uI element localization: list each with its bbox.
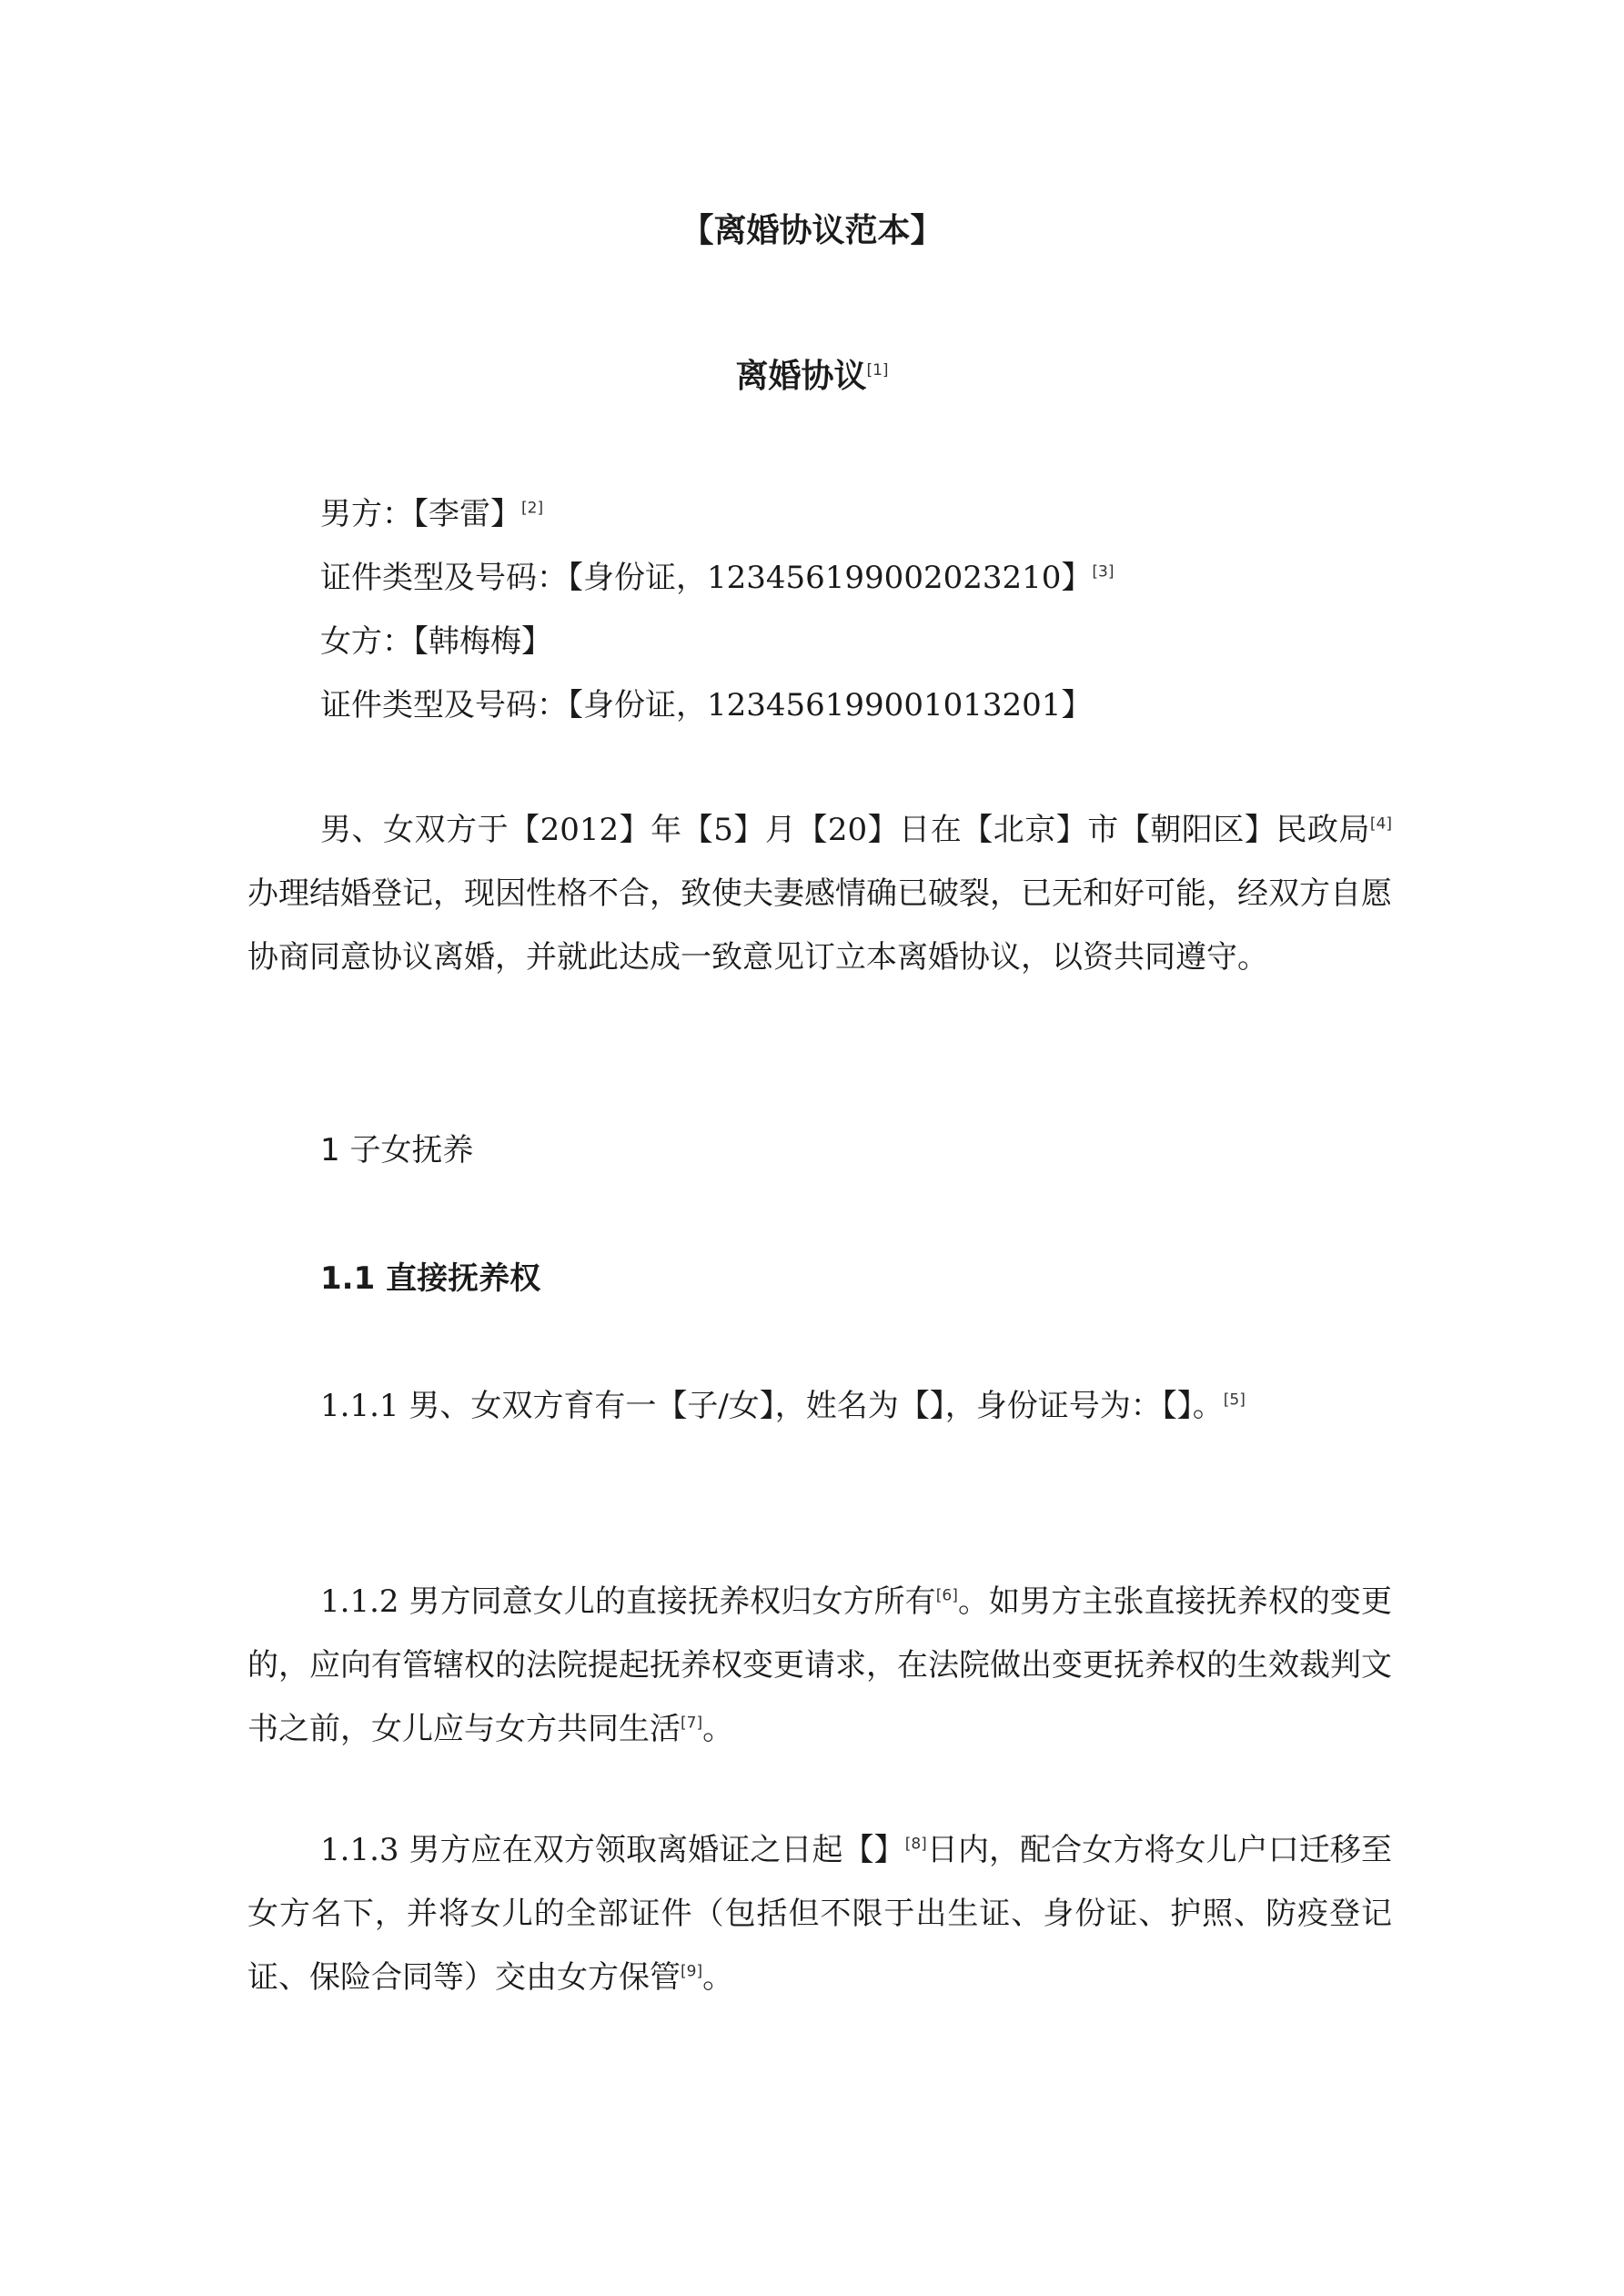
clause-1-1-3-part2: 日内，配合女方将女儿户口迁移至女方名下，并将女儿的全部证件（包括但不限于出生证、身份证、护照、防疫登记证、保险合同等）交由女方保管: [247, 1832, 1392, 1996]
clause-1-1-3-part1: 1.1.3 男方应在双方领取离婚证之日起【】: [320, 1832, 905, 1868]
clause-1-1-2: [247, 1570, 1392, 1761]
male-label: 男方：: [320, 496, 413, 532]
male-party-line: [320, 482, 1412, 546]
footnote-ref-5[interactable]: [5]: [1223, 1391, 1246, 1410]
female-id-value: 【身份证，123456199001013201】: [568, 687, 1093, 723]
footnote-ref-3[interactable]: [3]: [1092, 562, 1115, 582]
male-id-line: [320, 546, 1412, 610]
clause-1-1-1: [247, 1374, 1392, 1438]
clause-1-1-3-part3: 。: [702, 1959, 734, 1996]
clause-1-1-3: [247, 1818, 1392, 2009]
female-id-label: 证件类型及号码：: [320, 687, 568, 723]
clause-1-1-2-part3: 。: [702, 1711, 734, 1747]
footnote-ref-4[interactable]: [4]: [1369, 814, 1392, 834]
main-title: 【离婚协议范本】: [681, 212, 943, 249]
intro-text-part1: 男、女双方于【2012】年【5】月【20】日在【北京】市【朝阳区】民政局: [320, 812, 1370, 848]
male-name: 【李雷】: [413, 496, 521, 532]
agreement-title-text: 离婚协议: [735, 358, 867, 395]
male-id-value: 【身份证，123456199002023210】: [568, 560, 1093, 596]
footnote-ref-2[interactable]: [2]: [521, 499, 544, 518]
intro-text-part2: 办理结婚登记，现因性格不合，致使夫妻感情确已破裂，已无和好可能，经双方自愿协商同意协议离婚，并就此达成一致意见订立本离婚协议，以资共同遵守。: [247, 875, 1392, 976]
section-heading-1-1: 1.1 直接抚养权: [320, 1260, 541, 1297]
footnote-ref-1[interactable]: [1]: [866, 361, 889, 379]
section-heading-1: 1 子女抚养: [320, 1132, 474, 1168]
clause-1-1-2-part2: 。如男方主张直接抚养权的变更的，应向有管辖权的法院提起抚养权变更请求，在法院做出变更抚养权的生效裁判文书之前，女儿应与女方共同生活: [247, 1583, 1393, 1747]
clause-1-1-2-part1: 1.1.2 男方同意女儿的直接抚养权归女方所有: [320, 1583, 936, 1620]
female-name: 【韩梅梅】: [413, 623, 552, 660]
male-id-label: 证件类型及号码：: [320, 560, 568, 596]
footnote-ref-7[interactable]: [7]: [681, 1714, 703, 1733]
footnote-ref-8[interactable]: [8]: [904, 1835, 927, 1854]
female-id-line: [320, 673, 1412, 737]
intro-paragraph: [247, 798, 1392, 989]
female-party-line: [320, 610, 1412, 673]
clause-1-1-1-text: 1.1.1 男、女双方育有一【子/女】，姓名为【】，身份证号为：【】。: [320, 1388, 1224, 1424]
female-label: 女方：: [320, 623, 413, 660]
footnote-ref-9[interactable]: [9]: [681, 1962, 703, 1981]
agreement-title: [0, 357, 1624, 397]
footnote-ref-6[interactable]: [6]: [935, 1586, 958, 1605]
parties-block: [320, 482, 1412, 737]
